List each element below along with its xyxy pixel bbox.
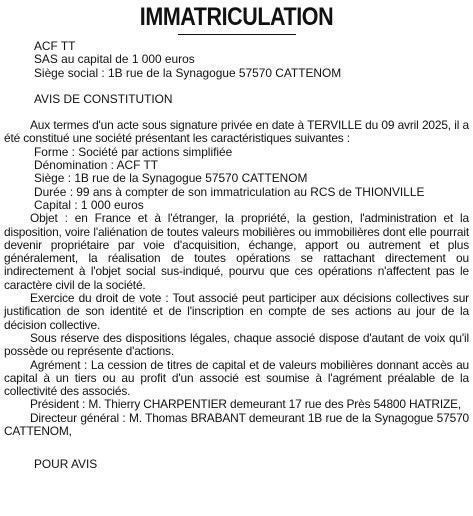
legal-notice — [0, 3, 473, 516]
field-siege: Siège : 1B rue de la Synagogue 57570 CATTENOM — [34, 171, 308, 186]
intro-paragraph: Aux termes d'un acte sous signature privée en date à TERVILLE du 09 avril 2025, il a été constitué une société présentant les caractéristiques suivantes : — [4, 118, 469, 146]
notice-body — [4, 119, 469, 438]
field-duree: Durée : 99 ans à compter de son immatriculation au RCS de THIONVILLE — [34, 184, 425, 199]
field-capital: Capital : 1 000 euros — [34, 197, 144, 212]
notice-title: IMMATRICULATION — [139, 3, 334, 31]
title-underline — [178, 34, 296, 35]
company-capital: SAS au capital de 1 000 euros — [34, 52, 195, 67]
objet-paragraph: Objet : en France et à l'étranger, la propriété, la gestion, l'administration et la disposition, voire l'aliénation de toutes valeurs mobilières ou immobilières dont elle pourrait devenir propriétaire par voie d'acquisition, échange, apport ou autrement et plus généralement, la réalisation de toutes opérations se rattachant directement ou indirectement à l'objet social sus-indiqué, pourvu que ces opérations n'affectent pas le caractère civil de la société. — [4, 211, 469, 292]
closing-signature: POUR AVIS — [34, 457, 98, 472]
president-paragraph: Président : M. Thierry CHARPENTIER demeurant 17 rue des Près 54800 HATRIZE, — [30, 397, 462, 412]
field-denomination: Dénomination : ACF TT — [34, 158, 159, 173]
section-heading: AVIS DE CONSTITUTION — [34, 91, 173, 106]
directeur-paragraph: Directeur général : M. Thomas BRABANT demeurant 1B rue de la Synagogue 57570 CATTENOM, — [4, 410, 469, 439]
vote-paragraph: Exercice du droit de vote : Tout associé peut participer aux décisions collectives sur justification de son identité et de l'inscription en compte de ses actions au jour de la décision collective. — [4, 291, 469, 332]
reserve-paragraph: Sous réserve des dispositions légales, chaque associé dispose d'autant de voix qu'il possède ou représente d'actions. — [4, 330, 469, 359]
company-header — [4, 40, 469, 80]
company-name: ACF TT — [34, 39, 76, 53]
company-seat: Siège social : 1B rue de la Synagogue 57570 CATTENOM — [34, 65, 342, 80]
agrement-paragraph: Agrément : La cession de titres de capital et de valeurs mobilières donnant accès au capital à un tiers ou au profit d'un associé est soumise à l'agrément préalable de la collectivité des associés. — [4, 357, 469, 399]
field-forme: Forme : Société par actions simplifiée — [34, 144, 233, 159]
